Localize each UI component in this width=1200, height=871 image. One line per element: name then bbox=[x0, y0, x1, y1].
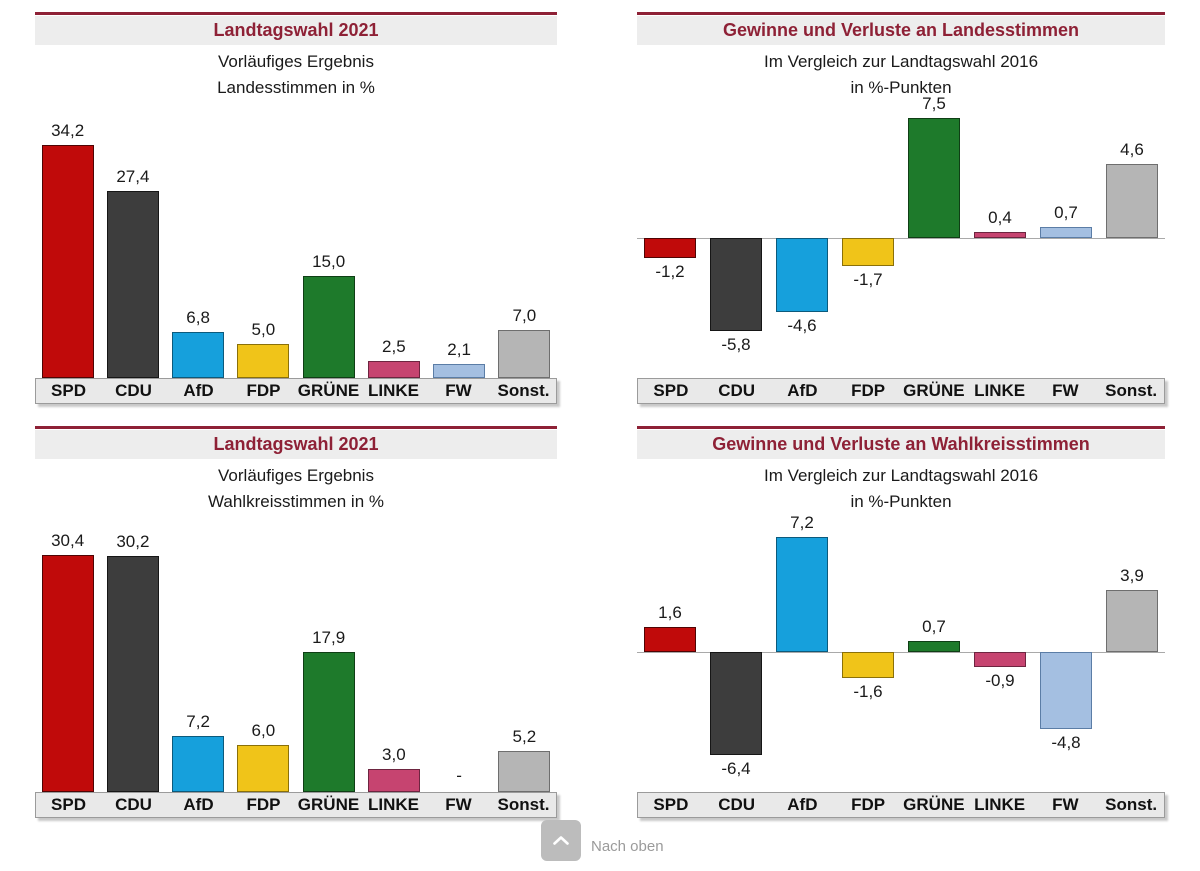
x-axis-label-sonst: Sonst. bbox=[1105, 381, 1158, 400]
value-label-grne: 17,9 bbox=[312, 628, 346, 648]
back-to-top bbox=[541, 820, 664, 861]
bar-fdp bbox=[842, 652, 894, 678]
value-label-grne: 7,5 bbox=[922, 93, 946, 113]
value-label-fw: -4,8 bbox=[1051, 733, 1081, 753]
bar-grne bbox=[908, 118, 960, 238]
bar-spd bbox=[42, 555, 94, 792]
value-label-fw: 2,1 bbox=[447, 339, 471, 359]
bar-linke bbox=[368, 361, 420, 378]
bar-afd bbox=[776, 238, 828, 312]
value-label-fdp: -1,6 bbox=[853, 681, 883, 701]
x-axis-label-cdu: CDU bbox=[718, 795, 756, 814]
x-axis-label-grne: GRÜNE bbox=[903, 795, 965, 814]
plot-area bbox=[637, 512, 1165, 792]
x-axis-label-linke: LINKE bbox=[368, 381, 419, 400]
value-label-cdu: -5,8 bbox=[721, 335, 751, 355]
back-to-top-button[interactable] bbox=[541, 820, 581, 861]
value-label-sonst: 3,9 bbox=[1120, 565, 1144, 585]
plot-area bbox=[35, 519, 557, 792]
bar-fw bbox=[433, 364, 485, 378]
chart-subtitles bbox=[637, 49, 1165, 101]
bar-sonst bbox=[1106, 590, 1158, 653]
chart-subtitle-2: in %-Punkten bbox=[850, 78, 952, 97]
value-label-fdp: 5,0 bbox=[251, 319, 276, 339]
x-axis-label-spd: SPD bbox=[653, 795, 689, 814]
value-label-cdu: -6,4 bbox=[721, 759, 751, 779]
value-label-linke: 2,5 bbox=[382, 336, 406, 356]
bar-linke bbox=[974, 652, 1026, 666]
x-axis-label-fdp: FDP bbox=[851, 795, 886, 814]
chart-subtitle-1: Im Vergleich zur Landtagswahl 2016 bbox=[763, 466, 1039, 485]
panel-accent-line bbox=[637, 12, 1165, 15]
chart-panel-landesstimmen-gewinne-verluste bbox=[637, 12, 1165, 404]
value-label-afd: 7,2 bbox=[790, 512, 814, 532]
bar-sonst bbox=[498, 751, 550, 792]
x-axis-label-linke: LINKE bbox=[974, 795, 1026, 814]
x-axis-label-fw: FW bbox=[1052, 795, 1079, 814]
chart-subtitles bbox=[35, 463, 557, 515]
value-label-fdp: 6,0 bbox=[251, 721, 276, 741]
bar-spd bbox=[644, 238, 696, 257]
x-axis-label-fw: FW bbox=[445, 381, 472, 400]
x-axis-label-afd: AfD bbox=[183, 381, 214, 400]
bar-afd bbox=[172, 332, 224, 378]
value-label-sonst: 7,0 bbox=[512, 306, 537, 326]
bar-fdp bbox=[237, 745, 289, 792]
chart-title: Gewinne und Verluste an Wahlkreisstimmen bbox=[637, 430, 1165, 459]
x-axis-label-afd: AfD bbox=[787, 381, 818, 400]
bar-linke bbox=[368, 769, 420, 792]
x-axis-labels bbox=[35, 378, 557, 404]
bar-cdu bbox=[107, 556, 159, 792]
value-label-linke: 0,4 bbox=[988, 207, 1012, 227]
value-label-spd: 34,2 bbox=[51, 120, 85, 140]
value-label-spd: -1,2 bbox=[655, 261, 685, 281]
x-axis-label-fdp: FDP bbox=[246, 795, 281, 814]
x-axis-label-fdp: FDP bbox=[851, 381, 886, 400]
value-label-fw: - bbox=[456, 766, 462, 785]
x-axis-labels bbox=[35, 792, 557, 818]
bar-spd bbox=[644, 627, 696, 653]
back-to-top-label[interactable]: Nach oben bbox=[591, 838, 664, 855]
x-axis-labels bbox=[637, 378, 1165, 404]
bar-cdu bbox=[710, 238, 762, 331]
bar-sonst bbox=[498, 330, 550, 378]
x-axis-label-spd: SPD bbox=[653, 381, 689, 400]
x-axis-label-cdu: CDU bbox=[115, 795, 152, 814]
bar-fw bbox=[1040, 652, 1092, 729]
value-label-fdp: -1,7 bbox=[853, 269, 883, 289]
bar-sonst bbox=[1106, 164, 1158, 238]
value-label-fw: 0,7 bbox=[1054, 203, 1078, 223]
bar-spd bbox=[42, 145, 94, 378]
x-axis-label-grne: GRÜNE bbox=[297, 795, 360, 814]
value-label-linke: 3,0 bbox=[382, 744, 406, 764]
x-axis-label-sonst: Sonst. bbox=[497, 381, 550, 400]
x-axis-label-grne: GRÜNE bbox=[297, 381, 360, 400]
bar-afd bbox=[172, 736, 224, 792]
x-axis-label-spd: SPD bbox=[51, 795, 86, 814]
chart-title: Landtagswahl 2021 bbox=[35, 16, 557, 45]
value-label-afd: 6,8 bbox=[186, 307, 210, 327]
chart-title: Gewinne und Verluste an Landesstimmen bbox=[637, 16, 1165, 45]
x-axis-label-cdu: CDU bbox=[115, 381, 152, 400]
value-label-afd: 7,2 bbox=[186, 711, 210, 731]
value-label-cdu: 30,2 bbox=[116, 532, 150, 552]
chart-subtitle-1: Vorläufiges Ergebnis bbox=[218, 52, 374, 71]
chart-subtitle-2: in %-Punkten bbox=[850, 492, 952, 511]
x-axis-label-fw: FW bbox=[445, 795, 472, 814]
chart-panel-wahlkreisstimmen-ergebnis bbox=[35, 426, 557, 818]
chart-panel-landesstimmen-ergebnis bbox=[35, 12, 557, 404]
bar-fw bbox=[1040, 227, 1092, 238]
x-axis-label-sonst: Sonst. bbox=[1105, 795, 1158, 814]
value-label-afd: -4,6 bbox=[787, 316, 817, 336]
chevron-up-icon bbox=[552, 835, 570, 846]
value-label-grne: 0,7 bbox=[922, 617, 946, 637]
chart-subtitles bbox=[637, 463, 1165, 515]
value-label-linke: -0,9 bbox=[985, 670, 1015, 690]
x-axis-label-grne: GRÜNE bbox=[903, 381, 965, 400]
panel-accent-line bbox=[637, 426, 1165, 429]
x-axis-label-spd: SPD bbox=[51, 381, 86, 400]
value-label-spd: 1,6 bbox=[658, 602, 682, 622]
bar-cdu bbox=[107, 191, 159, 378]
x-axis-label-afd: AfD bbox=[183, 795, 214, 814]
value-label-sonst: 5,2 bbox=[512, 727, 537, 747]
x-axis-label-fdp: FDP bbox=[246, 381, 281, 400]
chart-panel-wahlkreisstimmen-gewinne-verluste bbox=[637, 426, 1165, 818]
bar-afd bbox=[776, 537, 828, 653]
plot-area bbox=[35, 105, 557, 378]
panel-accent-line bbox=[35, 426, 557, 429]
panel-accent-line bbox=[35, 12, 557, 15]
chart-subtitles bbox=[35, 49, 557, 101]
bar-grne bbox=[908, 641, 960, 652]
bar-linke bbox=[974, 232, 1026, 238]
chart-title: Landtagswahl 2021 bbox=[35, 430, 557, 459]
value-label-spd: 30,4 bbox=[51, 530, 85, 550]
value-label-cdu: 27,4 bbox=[116, 167, 150, 186]
value-label-sonst: 4,6 bbox=[1120, 140, 1144, 160]
plot-area bbox=[637, 93, 1165, 378]
value-label-grne: 15,0 bbox=[312, 251, 346, 271]
x-axis-label-afd: AfD bbox=[787, 795, 818, 814]
bar-grne bbox=[303, 652, 355, 792]
chart-subtitle-2: Landesstimmen in % bbox=[217, 78, 375, 97]
x-axis-label-linke: LINKE bbox=[368, 795, 419, 814]
x-axis-label-sonst: Sonst. bbox=[497, 795, 550, 814]
x-axis-label-linke: LINKE bbox=[974, 381, 1026, 400]
chart-subtitle-2: Wahlkreisstimmen in % bbox=[207, 492, 385, 511]
chart-subtitle-1: Im Vergleich zur Landtagswahl 2016 bbox=[763, 52, 1039, 71]
x-axis-label-fw: FW bbox=[1052, 381, 1079, 400]
bar-fdp bbox=[237, 344, 289, 378]
x-axis-label-cdu: CDU bbox=[718, 381, 756, 400]
bar-grne bbox=[303, 276, 355, 378]
bar-fdp bbox=[842, 238, 894, 265]
chart-subtitle-1: Vorläufiges Ergebnis bbox=[218, 466, 374, 485]
bar-cdu bbox=[710, 652, 762, 755]
x-axis-labels bbox=[637, 792, 1165, 818]
